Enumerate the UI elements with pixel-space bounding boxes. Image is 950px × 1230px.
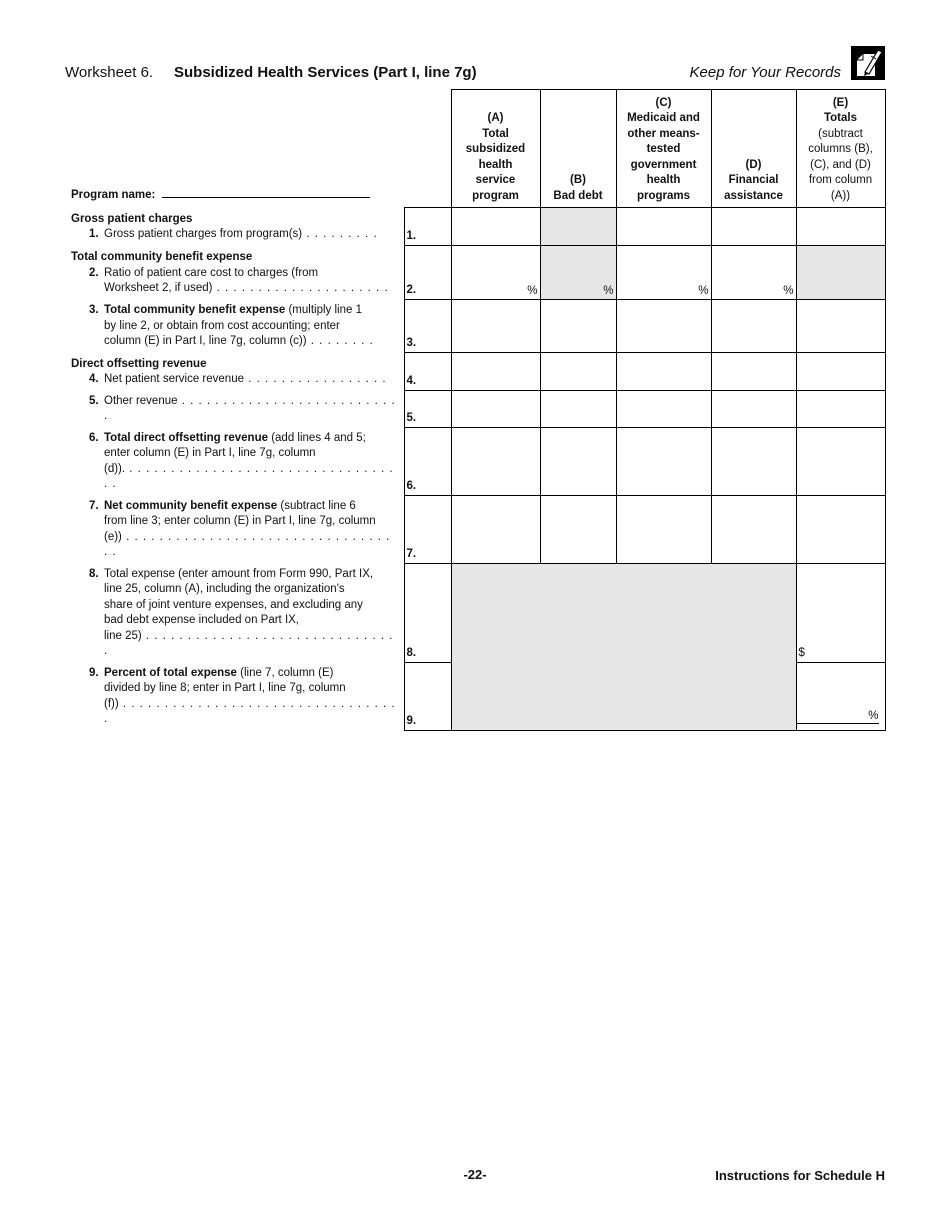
line-4-col-e-input[interactable] xyxy=(796,353,885,391)
section-gross-patient-charges: Gross patient charges xyxy=(71,212,193,225)
column-c-header: (C) Medicaid and other means- tested government health programs xyxy=(616,90,711,208)
line-3-row xyxy=(65,300,885,353)
column-d-header: (D) Financial assistance xyxy=(711,90,796,208)
program-name-cell xyxy=(65,90,451,208)
line-1-col-e-input[interactable] xyxy=(796,208,885,246)
line-1-col-b-shaded xyxy=(540,208,616,246)
line-5-col-d-input[interactable] xyxy=(711,391,796,428)
line-2-col-b-input[interactable]: % xyxy=(540,246,616,300)
line-5-col-e-input[interactable] xyxy=(796,391,885,428)
line-ref: 4. xyxy=(404,353,451,391)
line-7-col-e-input[interactable] xyxy=(796,496,885,564)
line-5-row xyxy=(65,391,885,428)
column-a-header: (A) Total subsidized health service program xyxy=(451,90,540,208)
worksheet-header xyxy=(65,58,885,88)
line-5-col-a-input[interactable] xyxy=(451,391,540,428)
line-ref: 1. xyxy=(404,208,451,246)
line-1-label: Gross patient charges 1. Gross patient charges from program(s) . . . . . . . . . xyxy=(65,208,404,246)
line-4-col-c-input[interactable] xyxy=(616,353,711,391)
line-6-col-d-input[interactable] xyxy=(711,428,796,496)
line-1-row xyxy=(65,208,885,246)
line-8-row xyxy=(65,564,885,663)
line-9-col-e-input[interactable]: % xyxy=(796,663,885,731)
line-8-col-e-input[interactable]: $ xyxy=(796,564,885,663)
line-6-col-e-input[interactable] xyxy=(796,428,885,496)
line-7-col-d-input[interactable] xyxy=(711,496,796,564)
line-7-col-b-input[interactable] xyxy=(540,496,616,564)
line-6-col-b-input[interactable] xyxy=(540,428,616,496)
line-5-label: 5. Other revenue . . . . . . . . . . . . . . . . . . . . . . . . . . . xyxy=(89,394,396,422)
pen-and-paper-icon xyxy=(851,46,885,80)
line-ref: 3. xyxy=(404,300,451,353)
column-e-header: (E) Totals (subtract columns (B), (C), and (D) from column (A)) xyxy=(796,90,885,208)
line-4-col-a-input[interactable] xyxy=(451,353,540,391)
line-4-col-d-input[interactable] xyxy=(711,353,796,391)
worksheet-number: Worksheet 6. xyxy=(65,64,154,81)
line-9-label: 9. Percent of total expense (line 7, column (E) divided by line 8; enter in Part I, line 7g, column (f)) . . . . . . . . . . . . . . . . . . . . . . . . . . . . . . . . . . xyxy=(89,666,396,725)
line-4-col-b-input[interactable] xyxy=(540,353,616,391)
line-ref: 7. xyxy=(404,496,451,564)
column-b-header: (B) Bad debt xyxy=(540,90,616,208)
line-4-label: Direct offsetting revenue 4. Net patient service revenue . . . . . . . . . . . . . . . . . xyxy=(65,353,404,391)
line-2-row xyxy=(65,246,885,300)
column-header-row xyxy=(65,90,885,208)
line-6-label: 6. Total direct offsetting revenue (add lines 4 and 5; enter column (E) in Part I, line 7g, column (d)). . . . . . . . . . . . . . . . . . . . . . . . . . . . . . . . . . . xyxy=(89,431,394,490)
line-3-label: 3. Total community benefit expense (multiply line 1 by line 2, or obtain from cost accounting; enter column (E) in Part I, line 7g, column (c)) . . . . . . . . xyxy=(89,304,374,347)
line-ref: 2. xyxy=(404,246,451,300)
line-6-row xyxy=(65,428,885,496)
line-ref: 5. xyxy=(404,391,451,428)
line-3-col-d-input[interactable] xyxy=(711,300,796,353)
footer-title: Instructions for Schedule H xyxy=(715,1168,885,1183)
line-ref: 8. xyxy=(404,564,451,663)
line-2-label: Total community benefit expense 2. Ratio of patient care cost to charges (from Worksheet 2, if used) . . . . . . . . . . . . . . . . . . . . . xyxy=(65,246,404,300)
section-total-community-benefit: Total community benefit expense xyxy=(71,251,253,263)
line-7-row xyxy=(65,496,885,564)
line-7-col-c-input[interactable] xyxy=(616,496,711,564)
line-ref: 9. xyxy=(404,663,451,731)
page-number: -22- xyxy=(463,1167,487,1182)
line-2-col-c-input[interactable]: % xyxy=(616,246,711,300)
line-1-col-d-input[interactable] xyxy=(711,208,796,246)
line-1-col-a-input[interactable] xyxy=(451,208,540,246)
line-ref: 6. xyxy=(404,428,451,496)
line-7-col-a-input[interactable] xyxy=(451,496,540,564)
line-7-label: 7. Net community benefit expense (subtract line 6 from line 3; enter column (E) in Part I, line 7g, column (e)) . . . . . . . . . . . . . . . . . . . . . . . . . . . . . . . . . . xyxy=(89,499,391,558)
line-4-row xyxy=(65,353,885,391)
line-5-col-b-input[interactable] xyxy=(540,391,616,428)
worksheet-title: Subsidized Health Services (Part I, line 7g) xyxy=(174,64,477,81)
keep-for-records-note: Keep for Your Records xyxy=(689,64,841,81)
lines-8-9-shaded-area xyxy=(451,564,796,731)
line-5-col-c-input[interactable] xyxy=(616,391,711,428)
line-6-col-a-input[interactable] xyxy=(451,428,540,496)
program-name-label: Program name: xyxy=(71,188,156,201)
line-1-col-c-input[interactable] xyxy=(616,208,711,246)
line-2-col-d-input[interactable]: % xyxy=(711,246,796,300)
line-3-col-c-input[interactable] xyxy=(616,300,711,353)
line-2-col-a-input[interactable]: % xyxy=(451,246,540,300)
line-3-col-b-input[interactable] xyxy=(540,300,616,353)
program-name-field[interactable] xyxy=(162,186,370,198)
section-direct-offsetting-revenue: Direct offsetting revenue xyxy=(71,357,207,370)
line-8-label: 8. Total expense (enter amount from Form 990, Part IX, line 25, column (A), including the organization's share of joint venture expenses, and excluding any bad debt expense included on Part IX, line 25) . . . . . . . . . . . . . . . . . . . . . . . . . . . . . . . xyxy=(89,567,394,657)
line-2-col-e-shaded xyxy=(796,246,885,300)
line-6-col-c-input[interactable] xyxy=(616,428,711,496)
line-3-col-a-input[interactable] xyxy=(451,300,540,353)
line-3-col-e-input[interactable] xyxy=(796,300,885,353)
worksheet-table xyxy=(65,89,886,731)
